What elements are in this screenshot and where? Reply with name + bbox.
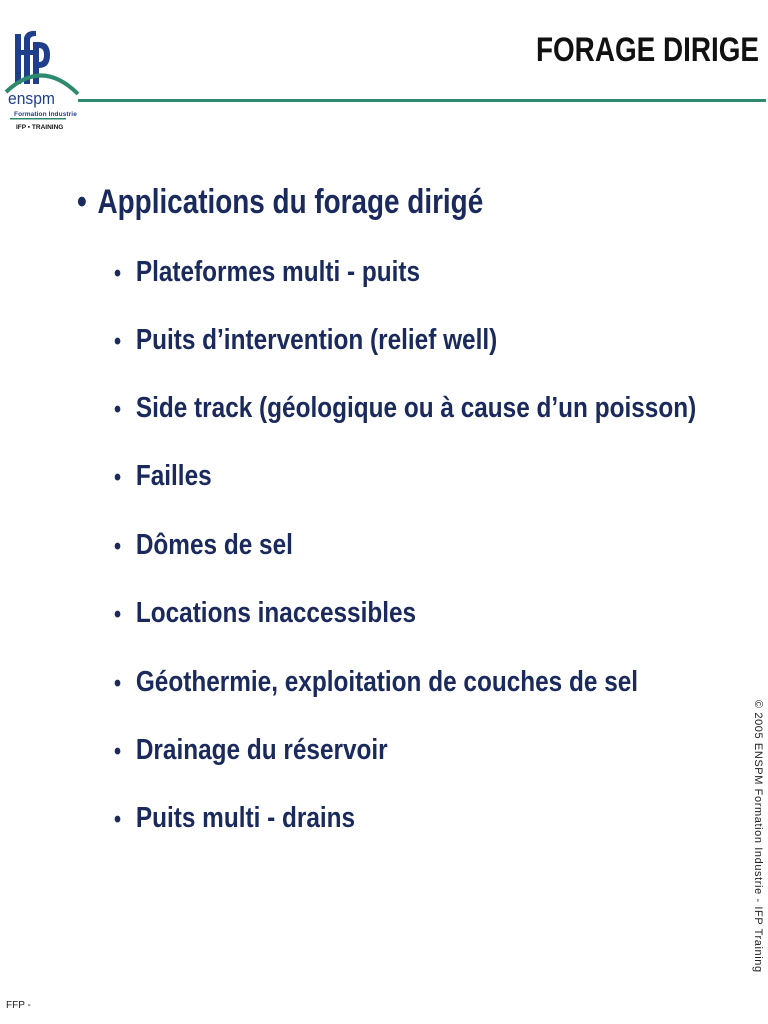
- sub-bullet-text: Puits d’intervention (relief well): [135, 324, 498, 356]
- ifp-logo-graphic: [4, 28, 80, 136]
- sub-bullet-dot: •: [114, 670, 122, 697]
- main-bullet-text: Applications du forage dirigé: [97, 183, 484, 221]
- sub-bullet-text: Drainage du réservoir: [135, 734, 388, 766]
- sub-bullet-item: [114, 458, 212, 496]
- sub-bullet-text: Dômes de sel: [135, 529, 293, 561]
- sub-bullet-text: Side track (géologique ou à cause d’un poisson): [135, 392, 697, 424]
- sub-bullet-item: [114, 732, 388, 770]
- sub-bullet-item: [114, 527, 293, 565]
- logo-training-text: IFP ▪ TRAINING: [16, 124, 64, 131]
- sub-bullet-text: Géothermie, exploitation de couches de sel: [135, 666, 639, 698]
- sub-bullet-dot: •: [114, 601, 122, 628]
- sub-bullet-dot: •: [114, 806, 122, 833]
- ifp-logo: [4, 28, 80, 136]
- sub-bullet-item: [114, 254, 420, 292]
- sub-bullet-text: Puits multi - drains: [135, 802, 356, 834]
- copyright-text: © 2005 ENSPM Formation Industrie - IFP Training: [752, 700, 764, 973]
- page-footer-label: FFP -: [6, 1000, 31, 1011]
- logo-ensmp-text: enspm: [8, 89, 55, 108]
- page-title: FORAGE DIRIGE: [535, 31, 759, 69]
- logo-formation-text: Formation Industrie: [14, 111, 77, 118]
- sub-bullet-item: [114, 390, 696, 428]
- copyright-notice: [750, 700, 766, 1010]
- sub-bullet-item: [114, 595, 416, 633]
- sub-bullet-text: Plateformes multi - puits: [135, 256, 421, 288]
- sub-bullet-dot: •: [114, 464, 122, 491]
- sub-bullet-item: [114, 800, 355, 838]
- sub-bullet-item: [114, 664, 638, 702]
- main-bullet-dot: •: [77, 183, 87, 221]
- sub-bullet-text: Locations inaccessibles: [135, 597, 417, 629]
- sub-bullet-text: Failles: [135, 460, 212, 492]
- sub-bullet-dot: •: [114, 738, 122, 765]
- header-divider: [78, 99, 766, 102]
- sub-bullet-dot: •: [114, 533, 122, 560]
- sub-bullet-dot: •: [114, 328, 122, 355]
- sub-bullet-dot: •: [114, 260, 122, 287]
- sub-bullet-dot: •: [114, 396, 122, 423]
- main-bullet: [77, 181, 483, 223]
- sub-bullet-item: [114, 322, 497, 360]
